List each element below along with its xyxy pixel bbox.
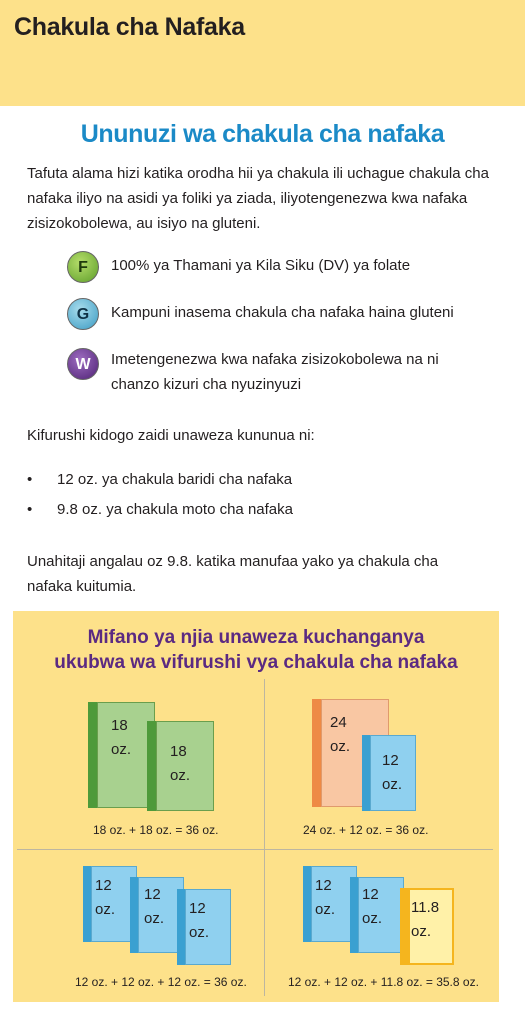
folate-f-icon: F: [67, 251, 99, 283]
box-size-label: 12 oz.: [315, 877, 336, 918]
box-size-label: 11.8 oz.: [411, 899, 440, 940]
symbol-text-folate: 100% ya Thamani ya Kila Siku (DV) ya folate: [111, 257, 411, 274]
box-size-label: 12 oz.: [382, 752, 403, 793]
example-caption: 24 oz. + 12 oz. = 36 oz.: [303, 823, 429, 837]
box-size-label: 24 oz.: [330, 714, 351, 755]
smallest-package-label: Kifurushi kidogo zaidi unaweza kununua ni:: [27, 427, 315, 444]
section-title: Ununuzi wa chakula cha nafaka: [80, 120, 445, 148]
box-size-label: 12 oz.: [95, 877, 116, 918]
quadrant-divider-horizontal: [17, 849, 493, 850]
panel-title-line: ukubwa wa vifurushi vya chakula cha nafaka: [54, 652, 458, 673]
cereal-box: [185, 889, 231, 965]
bullet-text: 12 oz. ya chakula baridi cha nafaka: [57, 471, 293, 488]
symbol-text-whole-grain: Imetengenezwa kwa nafaka zisizokobolewa na ni chanzo kizuri cha nyuzinyuzi: [111, 351, 439, 393]
page-title: Chakula cha Nafaka: [14, 13, 245, 41]
examples-panel: [13, 611, 499, 1002]
bullet-marker: •: [27, 471, 33, 488]
cereal-box: [358, 877, 404, 953]
symbol-text-gluten-free: Kampuni inasema chakula cha nafaka haina gluteni: [111, 304, 454, 321]
bullet-marker: •: [27, 501, 33, 518]
gluten-free-g-icon: G: [67, 298, 99, 330]
example-caption: 12 oz. + 12 oz. + 12 oz. = 36 oz.: [75, 975, 247, 989]
box-size-label: 18 oz.: [111, 717, 132, 758]
cereal-box: [156, 721, 214, 811]
need-amount-text: Unahitaji angalau oz 9.8. katika manufaa yako ya chakula cha nafaka kuitumia.: [27, 553, 439, 595]
box-size-label: 12 oz.: [362, 886, 383, 927]
example-caption: 18 oz. + 18 oz. = 36 oz.: [93, 823, 219, 837]
whole-grain-w-icon: W: [67, 348, 99, 380]
cereal-box: [408, 888, 454, 965]
panel-title: [13, 625, 499, 675]
box-size-label: 18 oz.: [170, 743, 191, 784]
box-size-label: 12 oz.: [144, 886, 165, 927]
box-size-label: 12 oz.: [189, 900, 210, 941]
header-banner: [0, 0, 525, 106]
quadrant-divider-vertical: [264, 679, 265, 996]
panel-title-line: Mifano ya njia unaweza kuchanganya: [87, 627, 425, 648]
example-caption: 12 oz. + 12 oz. + 11.8 oz. = 35.8 oz.: [288, 975, 479, 989]
bullet-text: 9.8 oz. ya chakula moto cha nafaka: [57, 501, 293, 518]
cereal-box: [370, 735, 416, 811]
intro-paragraph: Tafuta alama hizi katika orodha hii ya chakula ili uchague chakula cha nafaka iliyo na asidi ya foliki ya ziada, iliyotengenezwa kwa nafaka zisizokobolewa, au isiyo na gluteni.: [27, 165, 489, 232]
